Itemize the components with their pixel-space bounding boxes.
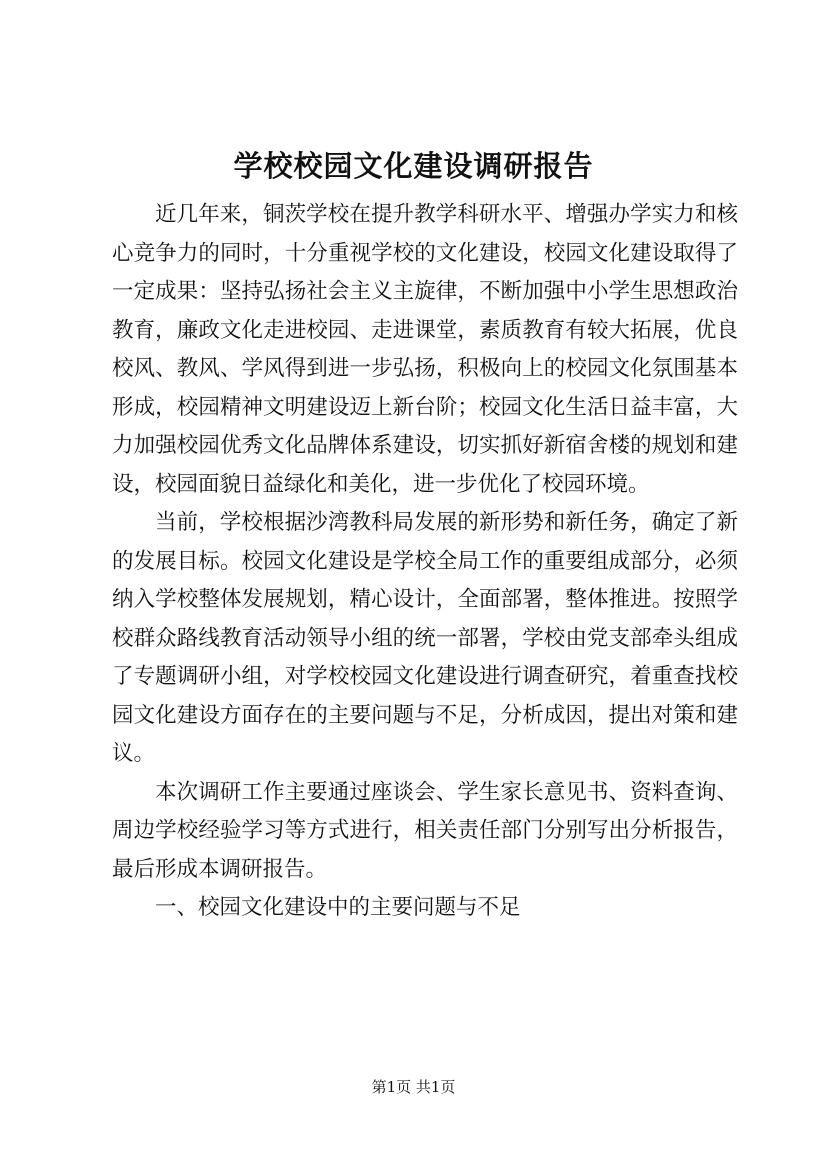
page-number-footer: 第1页 共1页 bbox=[371, 1078, 456, 1096]
document-body bbox=[112, 196, 738, 928]
paragraph-current-goals: 当前，学校根据沙湾教科局发展的新形势和新任务，确定了新的发展目标。校园文化建设是学校全局工作的重要组成部分，必须纳入学校整体发展规划，精心设计，全面部署，整体推进。按照学校群众路线教育活动领导小组的统一部署，学校由党支部牵头组成了专题调研小组，对学校校园文化建设进行调查研究，着重查找校园文化建设方面存在的主要问题与不足，分析成因，提出对策和建议。 bbox=[112, 510, 738, 766]
paragraph-intro: 近几年来，铜茨学校在提升教学科研水平、增强办学实力和核心竞争力的同时，十分重视学校的文化建设，校园文化建设取得了一定成果：坚持弘扬社会主义主旋律，不断加强中小学生思想政治教育，廉政文化走进校园、走进课堂，素质教育有较大拓展，优良校风、教风、学风得到进一步弘扬，积极向上的校园文化氛围基本形成，校园精神文明建设迈上新台阶；校园文化生活日益丰富，大力加强校园优秀文化品牌体系建设，切实抓好新宿舍楼的规划和建设，校园面貌日益绿化和美化，进一步优化了校园环境。 bbox=[112, 202, 738, 497]
section-heading-problems: 一、校园文化建设中的主要问题与不足 bbox=[155, 895, 521, 920]
paragraph-methods: 本次调研工作主要通过座谈会、学生家长意见书、资料查询、周边学校经验学习等方式进行，相关责任部门分别写出分析报告，最后形成本调研报告。 bbox=[112, 779, 738, 882]
document-title: 学校校园文化建设调研报告 bbox=[233, 149, 594, 183]
